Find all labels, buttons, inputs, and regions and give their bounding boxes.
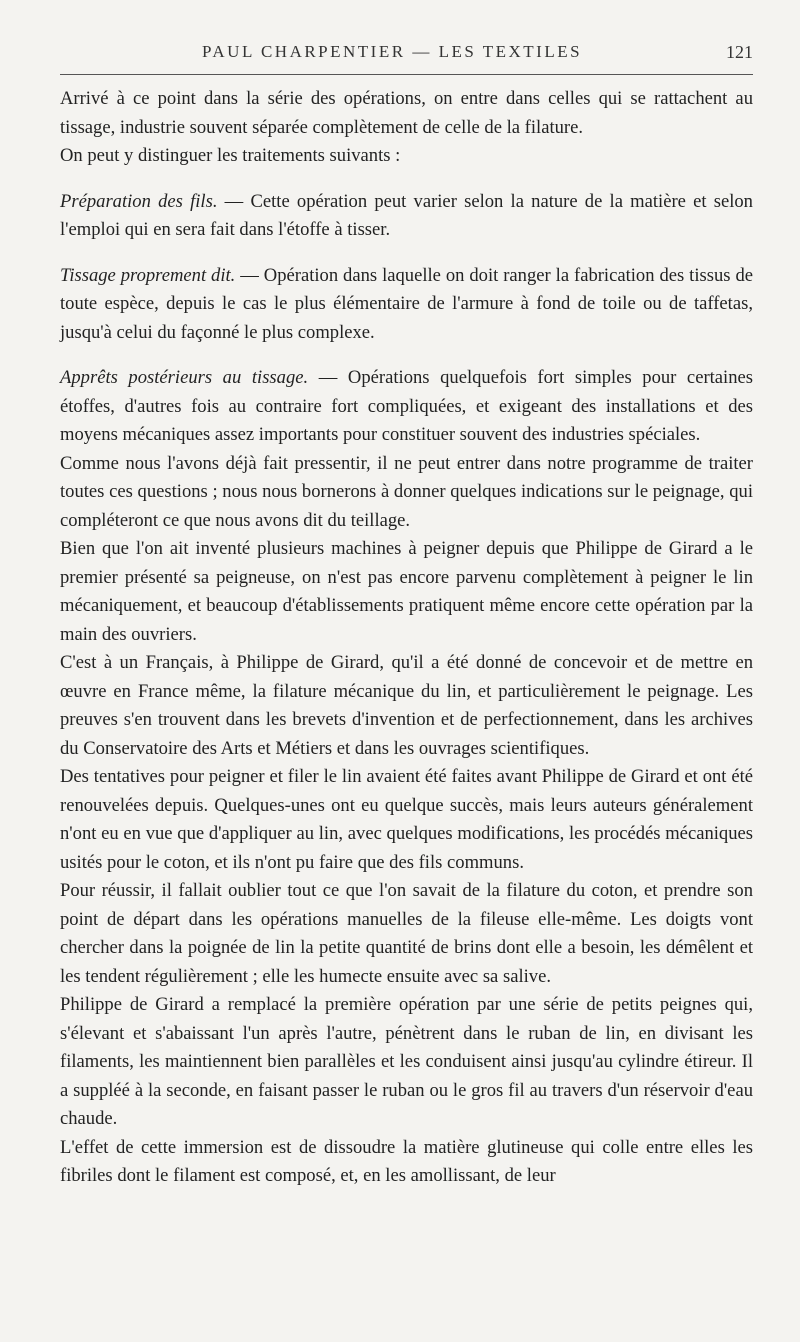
paragraph-text: Bien que l'on ait inventé plusieurs machines à peigner depuis que Philippe de Girard a le premier présenté sa peigneuse, on n'est pas encore parvenu complètement à peigner le lin mécaniquement, et beaucoup d'établissements pratiquent même encore cette opération par la main des ouvriers. [60, 538, 753, 645]
paragraph-text: — Opérations quelquefois fort simples pour certaines étoffes, d'autres fois au contraire fort compliquées, et exigeant des installations et des moyens mécaniques assez importants pour constituer souvent des industries spéciales. [60, 367, 754, 445]
paragraph-text: — Opération dans laquelle on doit ranger la fabrication des tissus de toute espèce, depuis le cas le plus élémentaire de l'armure à fond de toile ou de taffetas, jusqu'à celui du façonné le plus complexe. [60, 264, 753, 343]
running-header [60, 28, 753, 75]
paragraph-text: — Cette opération peut varier selon la nature de la matière et selon l'emploi qui en sera fait dans l'étoffe à tisser. [60, 190, 753, 240]
paragraph-text: Philippe de Girard a remplacé la première opération par une série de petits peignes qui, s'élevant et s'abaissant l'un après l'autre, pénètrent dans le ruban de lin, en divisant les filaments, les maintiennent bien parallèles et les conduisent ainsi jusqu'au cylindre étireur. Il a suppléé à la seconde, en faisant passer le ruban ou le gros fil au travers d'un réservoir d'eau chaude. [60, 994, 753, 1129]
paragraph-text: Comme nous l'avons déjà fait pressentir, il ne peut entrer dans notre programme de traiter toutes ces questions ; nous nous bornerons à donner quelques indications sur le peignage, qui compléteront ce que nous avons dit du teillage. [60, 452, 753, 531]
paragraph [60, 763, 753, 877]
paragraph [60, 262, 753, 348]
paragraph-text: Arrivé à ce point dans la série des opérations, on entre dans celles qui se rattachent au tissage, industrie souvent séparée complètement de celle de la filature. [60, 88, 753, 138]
page-number: 121 [726, 42, 753, 62]
paragraph [60, 877, 753, 991]
paragraph [60, 450, 753, 536]
running-title: PAUL CHARPENTIER — LES TEXTILES [202, 42, 583, 61]
paragraph [60, 85, 753, 142]
paragraph [60, 991, 753, 1134]
paragraph [60, 1134, 753, 1191]
paragraph [60, 649, 753, 763]
section-label: Apprêts postérieurs au tissage. [60, 367, 309, 388]
body-text [60, 85, 753, 1191]
paragraph [60, 142, 753, 171]
paragraph-text: Des tentatives pour peigner et filer le lin avaient été faites avant Philippe de Girard et ont été renouvelées depuis. Quelques-unes ont eu quelque succès, mais leurs auteurs généralement n'ont eu en vue que d'appliquer au lin, avec quelques modifications, les procédés mécaniques usités pour le coton, et ils n'ont pu faire que des fils communs. [60, 766, 753, 873]
paragraph [60, 364, 753, 450]
paragraph-text: L'effet de cette immersion est de dissoudre la matière glutineuse qui colle entre elles les fibriles dont le filament est composé, et, en les amollissant, de leur [60, 1136, 753, 1186]
paragraph-text: On peut y distinguer les traitements suivants : [60, 145, 401, 166]
paragraph [60, 188, 753, 245]
section-label: Préparation des fils. [60, 190, 218, 212]
section-label: Tissage proprement dit. [60, 264, 236, 286]
paragraph-text: Pour réussir, il fallait oublier tout ce que l'on savait de la filature du coton, et prendre son point de départ dans les opérations manuelles de la fileuse elle-même. Les doigts vont chercher dans la poignée de lin la petite quantité de brins dont elle a besoin, les démêlent et les tendent régulièrement ; elle les humecte ensuite avec sa salive. [60, 880, 753, 987]
paragraph [60, 535, 753, 649]
paragraph-text: C'est à un Français, à Philippe de Girard, qu'il a été donné de concevoir et de mettre en œuvre en France même, la filature mécanique du lin, et particulièrement le peignage. Les preuves s'en trouvent dans les brevets d'invention et de perfectionnement, dans les archives du Conservatoire des Arts et Métiers et dans les ouvrages scientifiques. [60, 652, 753, 759]
book-page [60, 28, 753, 1191]
